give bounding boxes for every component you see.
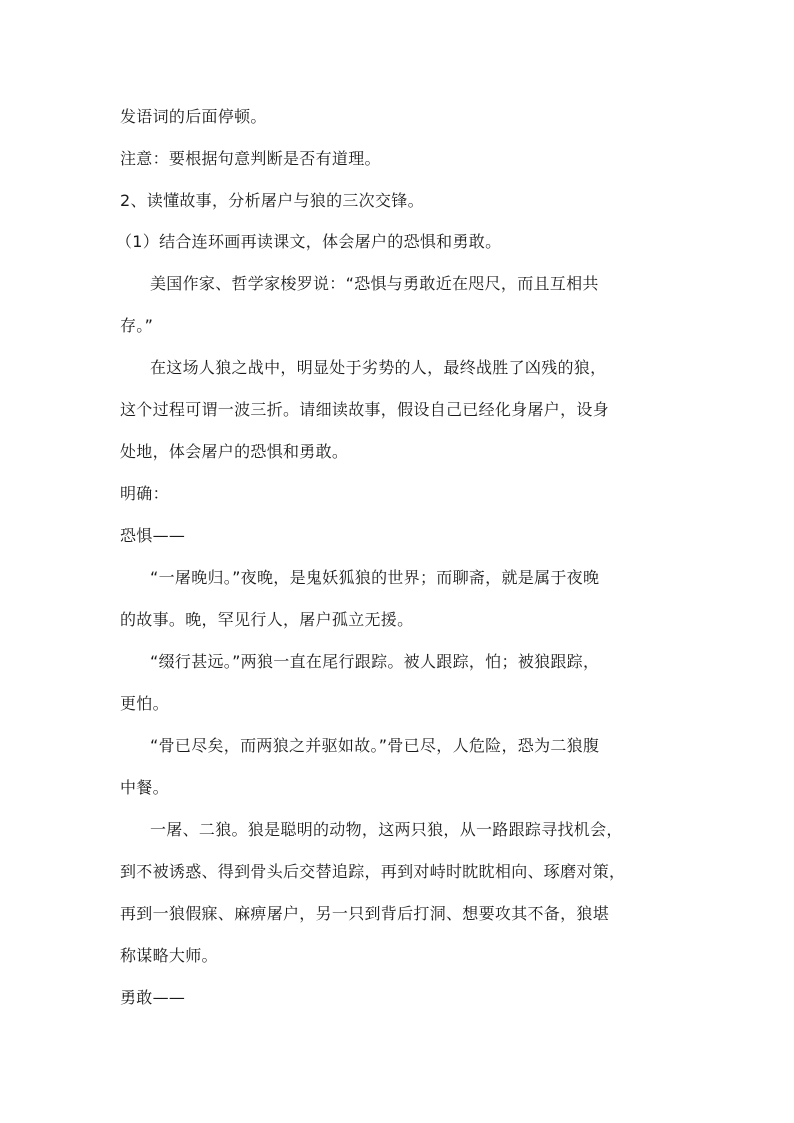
text-line-2: 注意：要根据句意判断是否有道理。 bbox=[120, 149, 381, 168]
text-line-8: 这个过程可谓一波三折。请细读故事，假设自己已经化身屠户，设身 bbox=[120, 400, 610, 419]
text-line-12: “一屠晚归。”夜晚，是鬼妖狐狼的世界；而聊斋，就是属于夜晚 bbox=[150, 568, 600, 587]
text-line-17: 中餐。 bbox=[120, 778, 169, 797]
text-line-5: 美国作家、哲学家梭罗说：“恐惧与勇敢近在咫尺，而且互相共 bbox=[150, 274, 599, 293]
text-line-7: 在这场人狼之战中，明显处于劣势的人，最终战胜了凶残的狼， bbox=[150, 358, 607, 377]
text-line-19: 到不被诱惑、得到骨头后交替追踪，再到对峙时眈眈相向、琢磨对策， bbox=[120, 862, 626, 881]
text-line-22: 勇敢—— bbox=[120, 988, 186, 1007]
text-line-13: 的故事。晚，罕见行人，屠户孤立无援。 bbox=[120, 610, 414, 629]
text-line-4: （1）结合连环画再读课文，体会屠户的恐惧和勇敢。 bbox=[116, 232, 502, 251]
text-line-11: 恐惧—— bbox=[120, 526, 186, 545]
text-line-15: 更怕。 bbox=[120, 694, 169, 713]
text-line-10: 明确： bbox=[120, 484, 169, 503]
text-line-9: 处地，体会屠户的恐惧和勇敢。 bbox=[120, 442, 349, 461]
text-line-16: “骨已尽矣，而两狼之并驱如故。”骨已尽，人危险，恐为二狼腹 bbox=[150, 736, 600, 755]
text-line-1: 发语词的后面停顿。 bbox=[120, 107, 267, 126]
text-line-3: 2、读懂故事，分析屠户与狼的三次交锋。 bbox=[120, 191, 424, 210]
text-line-14: “缀行甚远。”两狼一直在尾行跟踪。被人跟踪，怕；被狼跟踪， bbox=[150, 652, 600, 671]
text-line-18: 一屠、二狼。狼是聪明的动物，这两只狼，从一路跟踪寻找机会， bbox=[150, 820, 623, 839]
text-line-20: 再到一狼假寐、麻痹屠户，另一只到背后打洞、想要攻其不备，狼堪 bbox=[120, 904, 610, 923]
text-line-21: 称谋略大师。 bbox=[120, 946, 218, 965]
text-line-6: 存。” bbox=[120, 316, 154, 335]
